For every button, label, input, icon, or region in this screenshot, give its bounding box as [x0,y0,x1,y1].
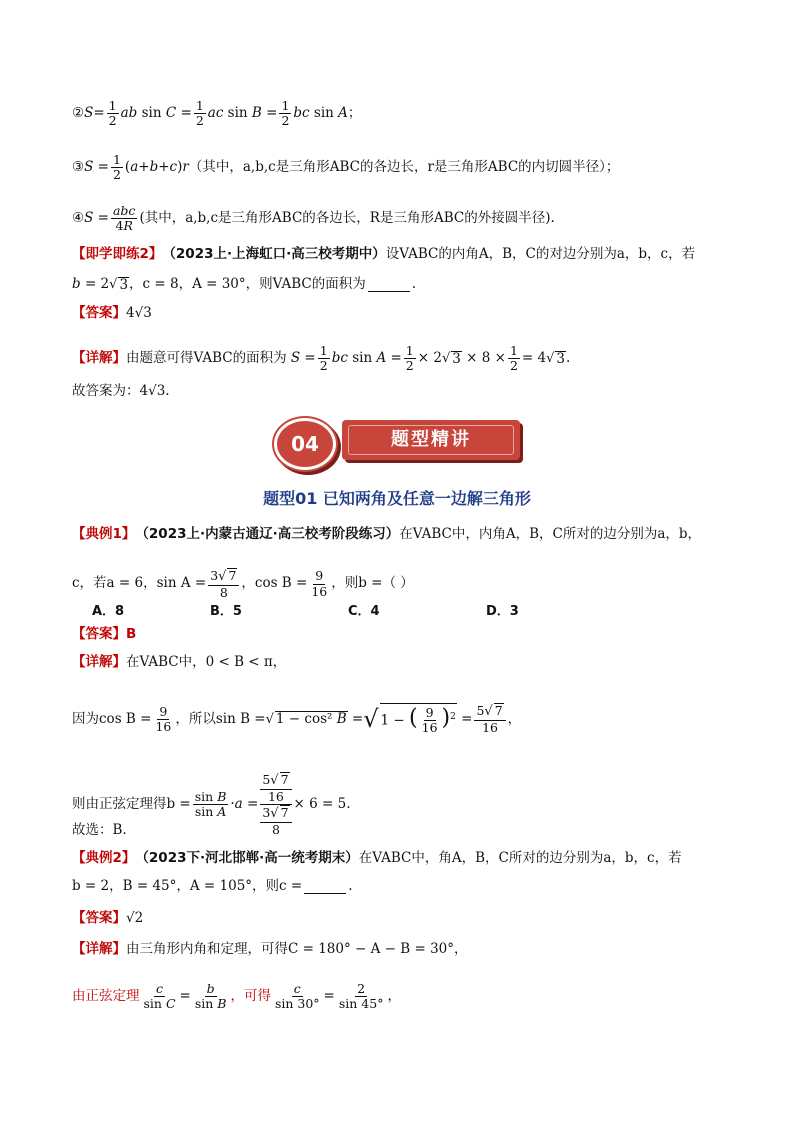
formula-2-mark: ② [72,105,85,122]
option-a[interactable]: A．8 [92,604,125,619]
example-2-text: 在VABC中，角A，B，C所对的边分别为a，b，c，若 [358,850,682,866]
detail-label: 【详解】 [72,350,126,367]
example-1-question [72,528,701,542]
practice-2-question [72,248,695,262]
practice-2-answer [72,307,152,321]
example-2-answer-value: √2 [126,910,144,926]
example-1-answer-value: B [126,626,137,642]
example-1-source: （2023上·内蒙古通辽·高三校考阶段练习） [135,526,400,542]
practice-2-text: 设VABC的内角A，B，C的对边分别为a，b，c，若 [385,246,696,262]
detail-text: 由题意可得VABC的面积为 [126,350,287,367]
example-1-text: 在VABC中，内角A，B，C所对的边分别为a，b， [399,526,702,542]
banner-title: 题型精讲 [391,429,471,450]
example-2-detail-2: 由正弦定理 $\frac{c}{\text{sin C}}$ = $\frac{b}{\text{sin B}}$ ，可得 $\frac{c}{\sin 30^\circ}$ = $\frac{2}{\sin 45^\circ}$ ， [72,981,401,1012]
example-1-conditions: c，若a = 6，sin A = $\frac{3√ 7}{8}$ ，cos B = $\frac{9}{16}$ ，则b =（ ） [72,568,414,600]
formula-2-tail: ； [347,105,362,122]
example-2-detail-1: 【详解】 由三角形内角和定理，可得C = 180° − A − B = 30°， [72,941,468,957]
example-1-detail-1: 【详解】 在VABC中，0 < B < π， [72,654,287,670]
formula-3: ③ S = $\frac{1}{2}$ ( a + b + c ) r （其中，a,b,c是三角形ABC的各边长，r是三角形ABC的内切圆半径）； [72,152,620,183]
practice-2-source: （2023上·上海虹口·高三校考期中） [162,246,386,262]
answer-blank[interactable] [368,278,410,292]
answer-label: 【答案】 [72,305,126,321]
formula-3-mark: ③ [72,159,85,176]
example-2-source: （2023下·河北邯郸·高一统考期末） [135,850,359,866]
example-1-label: 【典例1】 [72,526,136,542]
example-2-conditions: b = 2，B = 45°，A = 105°，则c = . [72,878,353,895]
formula-4: ④ S = $\frac{\text{abc}}{4R}$ (其中，a,b,c是三角形ABC的各边长，R是三角形ABC的外接圆半径). [72,203,555,234]
practice-2-conclusion: 故答案为：4√3. [72,383,170,399]
formula-2: ② S = $\frac{1}{2}$ ab sin C = $\frac{1}{2}$ ac sin B = $\frac{1}{2}$ bc sin A ； [72,98,362,129]
example-1-detail-3: 则由正弦定理得b = $\frac{\text{sin B}}{\text{sin A}}$ · a = $\frac{\frac{5√ 7}{16}}{\frac{3√ 7}{8}}$ × 6 = 5. [72,772,351,838]
example-1-answer: 【答案】 B [72,626,137,642]
formula-4-mark: ④ [72,210,85,227]
practice-2-conditions: b = 2 √ 3 ，c = 8，A = 30°，则VABC的面积为 . [72,276,417,293]
option-b[interactable]: B．5 [210,604,242,619]
example-2-answer: 【答案】 √2 [72,910,144,926]
section-banner [272,418,522,466]
option-d[interactable]: D．3 [486,604,519,619]
practice-2-label: 【即学即练2】 [72,246,163,262]
answer-value: 4√3 [126,305,152,321]
example-1-conclusion: 故选：B. [72,822,127,838]
example-2-question [72,852,682,866]
formula-4-note: (其中，a,b,c是三角形ABC的各边长，R是三角形ABC的外接圆半径). [139,210,555,227]
practice-2-cond: ，c = 8，A = 30°，则VABC的面积为 [129,276,366,293]
formula-3-note: （其中，a,b,c是三角形ABC的各边长，r是三角形ABC的内切圆半径）； [188,159,620,176]
banner-number: 04 [291,432,319,456]
option-c[interactable]: C．4 [348,604,380,619]
practice-2-detail: 【详解】 由题意可得VABC的面积为 S = $\frac{1}{2}$ bc sin A = $\frac{1}{2}$ × 2 √ 3 × 8 × $\frac{1}{2}$ = 4 √ 3 . [72,343,571,374]
example-2-label: 【典例2】 [72,850,136,866]
example-1-detail-2: 因为cos B = $\frac{9}{16}$ ，所以sin B = √ 1 − cos² B = √ 1 − ( $\frac{9}{16}$ )$^2$ = $\frac{5√ 7}{16}$ ， [72,703,522,736]
answer-blank[interactable] [304,880,346,894]
section-title: 题型01 已知两角及任意一边解三角形 [263,489,531,508]
